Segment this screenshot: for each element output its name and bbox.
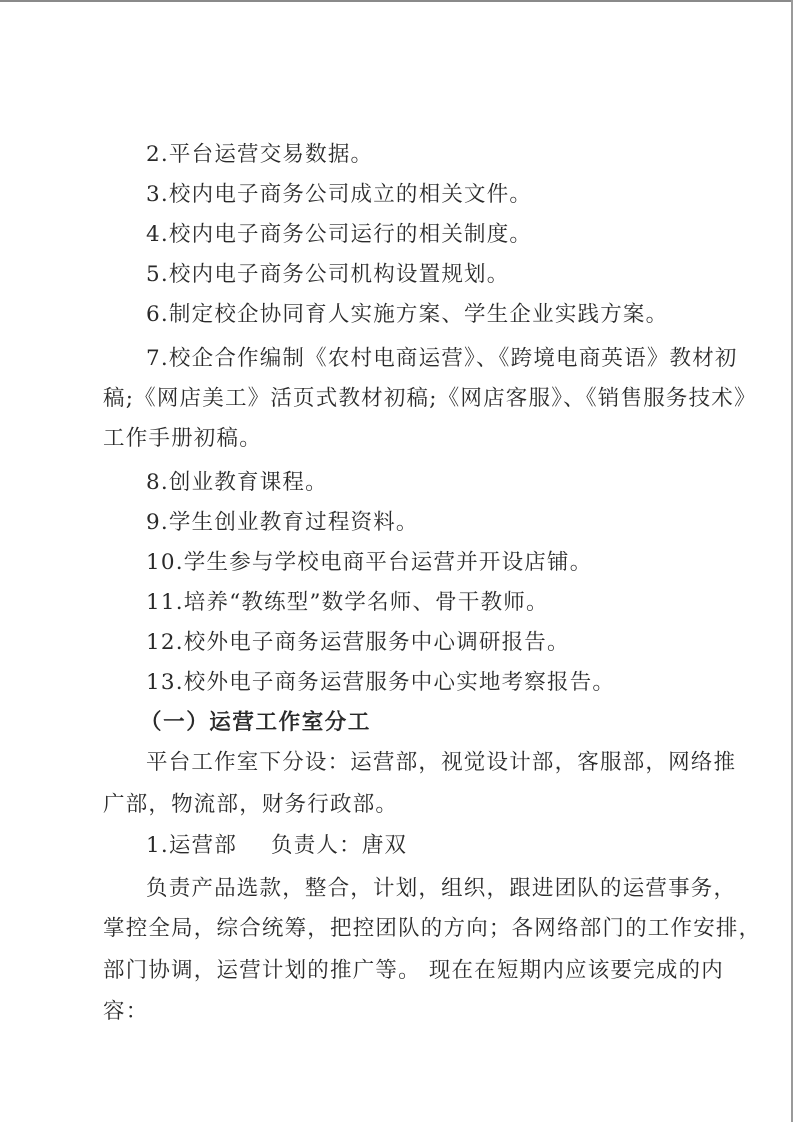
list-item-8: 8.创业教育课程。	[146, 470, 328, 495]
list-item-4: 4.校内电子商务公司运行的相关制度。	[146, 222, 533, 247]
list-item-10: 10.学生参与学校电商平台运营并开设店铺。	[146, 550, 593, 575]
subsection-title: 1.运营部	[146, 833, 238, 858]
subsection-owner: 负责人：唐双	[271, 833, 408, 858]
list-item-3: 3.校内电子商务公司成立的相关文件。	[146, 182, 533, 207]
paragraph-2-line3: 部门协调，运营计划的推广等。 现在在短期内应该要完成的内	[103, 958, 724, 983]
paragraph-2-line4: 容：	[103, 999, 149, 1024]
list-item-7-line1: 7.校企合作编制《农村电商运营》、《跨境电商英语》教材初	[146, 346, 738, 371]
paragraph-2-line1: 负责产品选款，整合，计划，组织，跟进团队的运营事务，	[146, 876, 737, 901]
list-item-12: 12.校外电子商务运营服务中心调研报告。	[146, 630, 570, 655]
list-item-9: 9.学生创业教育过程资料。	[146, 510, 419, 535]
list-item-2: 2.平台运营交易数据。	[146, 142, 374, 167]
list-item-5: 5.校内电子商务公司机构设置规划。	[146, 262, 510, 287]
list-item-7-line2: 稿;《网店美工》活页式教材初稿;《网店客服》、《销售服务技术》	[103, 386, 757, 411]
paragraph-2-line2: 掌控全局，综合统筹，把控团队的方向；各网络部门的工作安排，	[103, 916, 762, 941]
section-heading: （一）运营工作室分工	[140, 710, 372, 735]
paragraph-1-line1: 平台工作室下分设：运营部，视觉设计部，客服部，网络推	[146, 750, 737, 775]
subsection-heading	[146, 833, 407, 859]
paragraph-1-line2: 广部，物流部，财务行政部。	[103, 792, 399, 817]
list-item-6: 6.制定校企协同育人实施方案、学生企业实践方案。	[146, 302, 669, 327]
list-item-11: 11.培养“教练型”数学名师、骨干教师。	[146, 590, 549, 615]
list-item-13: 13.校外电子商务运营服务中心实地考察报告。	[146, 670, 616, 695]
list-item-7-line3: 工作手册初稿。	[103, 426, 262, 451]
